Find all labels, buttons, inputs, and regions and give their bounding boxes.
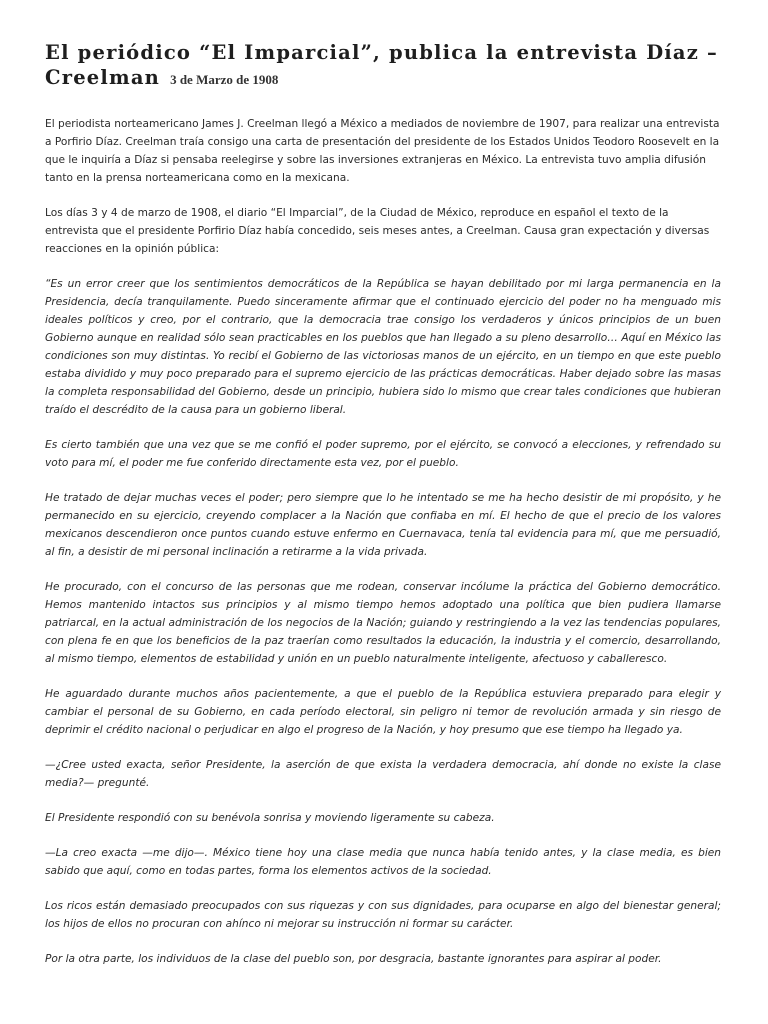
paragraph-intro-2: Los días 3 y 4 de marzo de 1908, el diario “El Imparcial”, de la Ciudad de México, reproduce en español el texto de la entrevista que el presidente Porfirio Díaz había concedido, seis meses antes, a Creelman. Causa gran expectación y diversas reacciones en la opinión pública: xyxy=(45,207,710,255)
article-date: 3 de Marzo de 1908 xyxy=(170,72,279,87)
quote-paragraph-9: Los ricos están demasiado preocupados con sus riquezas y con sus dignidades, para ocuparse en algo del bienestar general; los hijos de ellos no procuran con ahínco ni mejorar su instrucción ni formar su carácter. xyxy=(45,900,721,930)
quote-paragraph-3: He tratado de dejar muchas veces el poder; pero siempre que lo he intentado se me ha hecho desistir de mi propósito, y he permanecido en su ejercicio, creyendo complacer a la Nación que confiaba en mí. El hecho de que el precio de los valores mexicanos descendieron once puntos cuando estuve enfermo en Cuernavaca, tenía tal evidencia para mí, que me persuadió, al fin, a desistir de mi personal inclinación a retirarme a la vida privada. xyxy=(45,492,721,558)
quote-paragraph-10: Por la otra parte, los individuos de la clase del pueblo son, por desgracia, bastante ignorantes para aspirar al poder. xyxy=(45,953,662,965)
paragraph-intro-1: El periodista norteamericano James J. Creelman llegó a México a mediados de noviembre de 1907, para realizar una entrevista a Porfirio Díaz. Creelman traía consigo una carta de presentación del presidente de los Estados Unidos Teodoro Roosevelt en la que le inquiría a Díaz si pensaba reelegirse y sobre las inversiones extranjeras en México. La entrevista tuvo amplia difusión tanto en la prensa norteamericana como en la mexicana. xyxy=(45,118,720,184)
quote-paragraph-1: “Es un error creer que los sentimientos democráticos de la República se hayan debilitado por mi larga permanencia en la Presidencia, decía tranquilamente. Puedo sinceramente afirmar que el continuado ejercicio del poder no ha menguado mis ideales políticos y creo, por el contrario, que la democracia trae consigo los verdaderos y únicos principios de un buen Gobierno aunque en realidad sólo sean practicables en los pueblos que han llegado a su pleno desarrollo… Aquí en México las condiciones son muy distintas. Yo recibí el Gobierno de las victoriosas manos de un ejército, en un tiempo en que este pueblo estaba dividido y muy poco preparado para el supremo ejercicio de las prácticas democráticas. Haber dejado sobre las masas la completa responsabilidad del Gobierno, desde un principio, hubiera sido lo mismo que crear tales condiciones que hubieran traído el descrédito de la causa para un gobierno liberal. xyxy=(45,278,721,416)
quote-paragraph-4: He procurado, con el concurso de las personas que me rodean, conservar incólume la práctica del Gobierno democrático. Hemos mantenido intactos sus principios y al mismo tiempo hemos adoptado una política que bien pudiera llamarse patriarcal, en la actual administración de los negocios de la Nación; guiando y restringiendo a la vez las tendencias populares, con plena fe en que los beneficios de la paz traerían como resultados la educación, la industria y el comercio, desarrollando, al mismo tiempo, elementos de estabilidad y unión en un pueblo naturalmente inteligente, afectuoso y caballeresco. xyxy=(45,581,721,665)
quote-paragraph-6: —¿Cree usted exacta, señor Presidente, la aserción de que exista la verdadera democracia, ahí donde no existe la clase media?— pregunté. xyxy=(45,759,721,789)
article-title xyxy=(45,40,721,92)
article xyxy=(45,40,721,985)
article-body xyxy=(45,115,721,968)
quote-paragraph-8: —La creo exacta —me dijo—. México tiene hoy una clase media que nunca había tenido antes, y la clase media, es bien sabido que aquí, como en todas partes, forma los elementos activos de la sociedad. xyxy=(45,847,721,877)
article-title-text: El periódico “El Imparcial”, publica la entrevista Díaz – Creelman xyxy=(45,41,718,89)
quote-paragraph-7: El Presidente respondió con su benévola sonrisa y moviendo ligeramente su cabeza. xyxy=(45,812,495,824)
quote-paragraph-2: Es cierto también que una vez que se me confió el poder supremo, por el ejército, se convocó a elecciones, y refrendado su voto para mí, el poder me fue conferido directamente esta vez, por el pueblo. xyxy=(45,439,721,469)
quote-paragraph-5: He aguardado durante muchos años pacientemente, a que el pueblo de la República estuviera preparado para elegir y cambiar el personal de su Gobierno, en cada período electoral, sin peligro ni temor de revolución armada y sin riesgo de deprimir el crédito nacional o perjudicar en algo el progreso de la Nación, y hoy presumo que ese tiempo ha llegado ya. xyxy=(45,688,721,736)
